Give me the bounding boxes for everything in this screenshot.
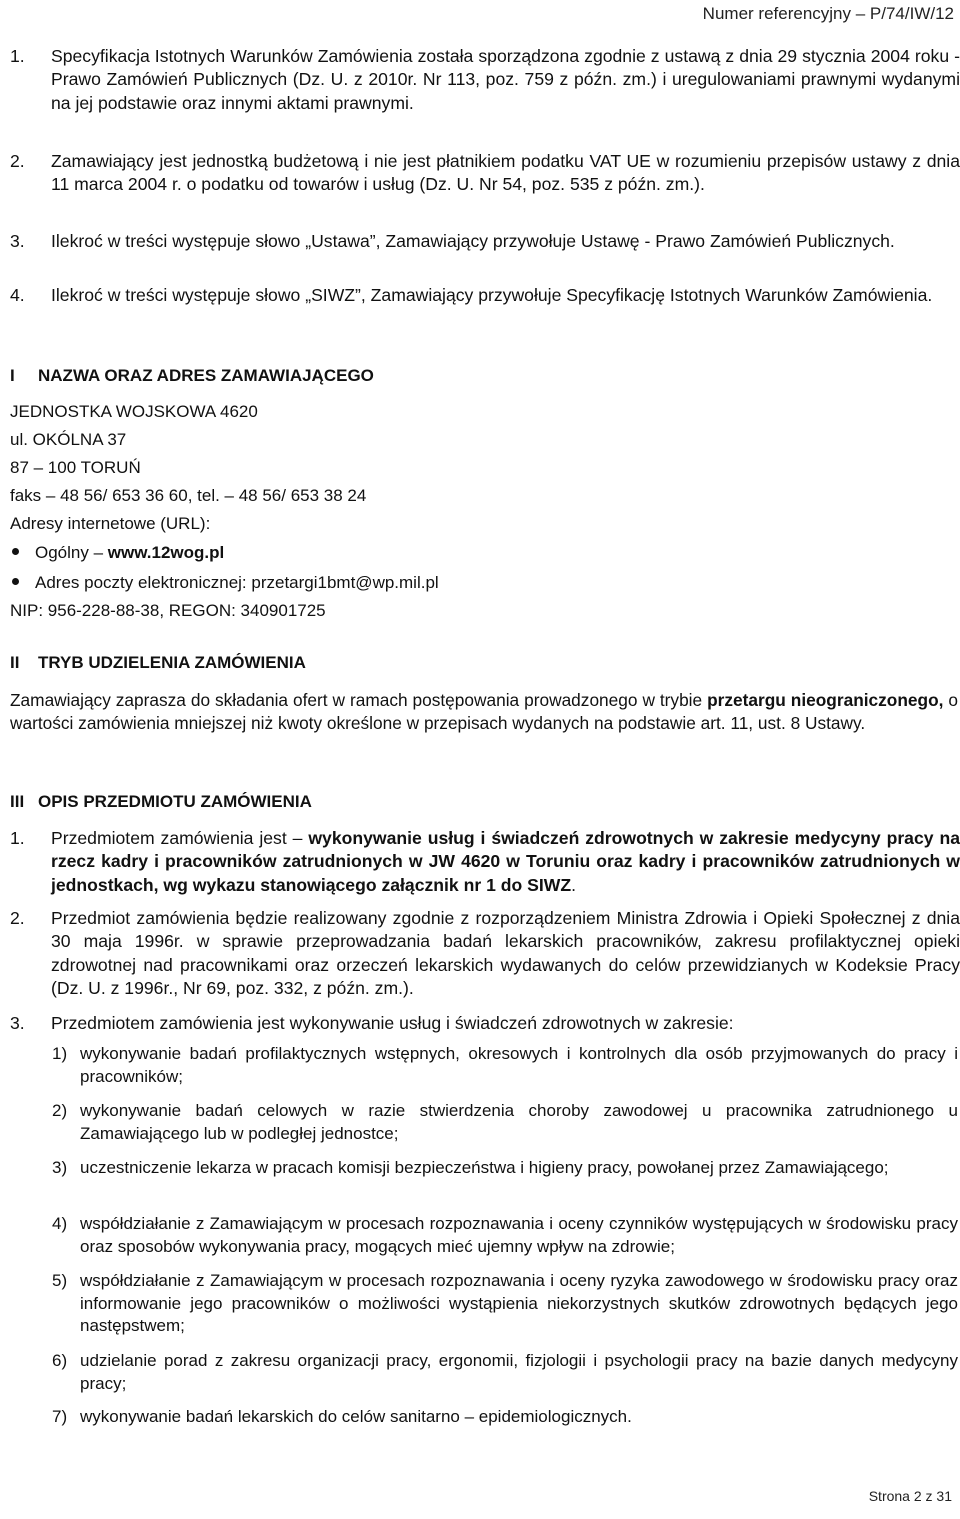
- scope-subitem-4: [52, 1213, 958, 1258]
- subitem-number: 7): [52, 1407, 68, 1426]
- scope-item-2: [10, 907, 960, 1001]
- address-line-street: ul. OKÓLNA 37: [10, 430, 127, 449]
- scope-subitem-2: [52, 1100, 958, 1145]
- bullet-icon: [12, 548, 19, 555]
- address-line-urls-label: Adresy internetowe (URL):: [10, 514, 211, 533]
- intro-item-3: [10, 230, 960, 253]
- scope-item-lead: Przedmiotem zamówienia jest –: [51, 828, 309, 848]
- scope-subitem-7: [52, 1406, 958, 1429]
- intro-item-4: [10, 284, 960, 307]
- reference-number: Numer referencyjny – P/74/IW/12: [702, 4, 954, 23]
- address-line-city: 87 – 100 TORUŃ: [10, 458, 141, 477]
- intro-item-number: 2.: [10, 151, 25, 171]
- bullet-email: [10, 573, 439, 593]
- intro-item-text: Specyfikacja Istotnych Warunków Zamówienia została sporządzona zgodnie z ustawą z dnia 29 stycznia 2004 roku - Prawo Zamówień Publicznych (Dz. U. z 2010r. Nr 113, poz. 759 z późn. zm.) i uregulowaniami prawnymi wydanymi na jej podstawie oraz innymi aktami prawnymi.: [51, 46, 960, 113]
- nip-regon-line: NIP: 956-228-88-38, REGON: 340901725: [10, 601, 326, 620]
- intro-item-text: Zamawiający jest jednostką budżetową i nie jest płatnikiem podatku VAT UE w rozumieniu przepisów ustawy z dnia 11 marca 2004 r. o podatku od towarów i usług (Dz. U. Nr 54, poz. 535 z późn. zm.).: [51, 151, 960, 195]
- intro-item-2: [10, 150, 960, 197]
- subitem-number: 6): [52, 1351, 68, 1370]
- subitem-number: 4): [52, 1214, 68, 1233]
- paragraph-bold-text: przetargu nieograniczonego,: [707, 690, 944, 710]
- section-title: NAZWA ORAZ ADRES ZAMAWIAJĄCEGO: [38, 366, 374, 385]
- intro-item-number: 3.: [10, 231, 25, 251]
- subitem-text: uczestniczenie lekarza w pracach komisji bezpieczeństwa i higieny pracy, powołanej przez Zamawiającego;: [80, 1158, 889, 1177]
- intro-item-number: 4.: [10, 285, 25, 305]
- subitem-text: współdziałanie z Zamawiającym w procesach rozpoznawania i oceny czynników występujących w środowisku pracy oraz sposobów wykonywania pracy, mogących mieć ujemny wpływ na zdrowie;: [80, 1214, 958, 1256]
- paragraph-text: Zamawiający zaprasza do składania ofert w ramach postępowania prowadzonego w trybie: [10, 690, 708, 710]
- address-line-unit: JEDNOSTKA WOJSKOWA 4620: [10, 402, 258, 421]
- subitem-number: 1): [52, 1044, 68, 1063]
- website-link[interactable]: www.12wog.pl: [107, 543, 225, 562]
- scope-item-1: [10, 827, 960, 897]
- scope-item-end: .: [571, 874, 577, 895]
- subitem-text: wykonywanie badań profilaktycznych wstępnych, okresowych i kontrolnych dla osób przyjmowanych do pracy i pracowników;: [80, 1044, 958, 1086]
- scope-item-text: [51, 827, 960, 897]
- subitem-number: 2): [52, 1101, 68, 1120]
- scope-item-text: Przedmiot zamówienia będzie realizowany zgodnie z rozporządzeniem Ministra Zdrowia i Opieki Społecznej z dnia 30 maja 1996r. w sprawie przeprowadzania badań lekarskich pracowników, zakresu profilaktycznej opieki zdrowotnej nad pracownikami oraz orzeczeń lekarskich wydawanych do celów przewidzianych w Kodeksie Pracy (Dz. U. z 1996r., Nr 69, poz. 332, z późn. zm.).: [51, 908, 960, 999]
- scope-item-text: Przedmiotem zamówienia jest wykonywanie usług i świadczeń zdrowotnych w zakresie:: [51, 1013, 734, 1033]
- email-line: Adres poczty elektronicznej: przetargi1bmt@wp.mil.pl: [35, 573, 439, 592]
- subitem-number: 5): [52, 1271, 68, 1290]
- subitem-text: współdziałanie z Zamawiającym w procesach rozpoznawania i oceny ryzyka zawodowego w środowisku pracy oraz informowanie jego pracowników o możliwości wystąpienia niekorzystnych skutków zdrowotnych będących jego następstwem;: [80, 1271, 958, 1335]
- intro-item-text: Ilekroć w treści występuje słowo „SIWZ”, Zamawiający przywołuje Specyfikację Istotnych Warunków Zamówienia.: [51, 285, 933, 305]
- intro-item-1: [10, 45, 960, 115]
- intro-item-number: 1.: [10, 46, 25, 66]
- paragraph-text: o wartości zamówienia mniejszej niż kwoty określone w przepisach wydanych na podstawie art. 11, ust. 8 Ustawy.: [10, 690, 959, 734]
- scope-subitem-5: [52, 1270, 958, 1338]
- website-label: Ogólny –: [35, 543, 108, 562]
- bullet-website: [10, 543, 224, 563]
- scope-item-number: 2.: [10, 908, 25, 928]
- bullet-icon: [12, 578, 19, 585]
- subitem-text: wykonywanie badań lekarskich do celów sanitarno – epidemiologicznych.: [80, 1407, 632, 1426]
- scope-subitem-3: [52, 1157, 958, 1180]
- scope-item-bold: wykonywanie usług i świadczeń zdrowotnych w zakresie medycyny pracy na rzecz kadry i pracowników zatrudnionych w JW 4620 w Toruniu oraz kadry i pracowników zatrudnionych w jednostkach, wg wykazu stanowiącego załącznik nr 1 do SIWZ: [51, 828, 960, 895]
- section-title: TRYB UDZIELENIA ZAMÓWIENIA: [38, 653, 306, 672]
- section-number: I: [10, 366, 15, 385]
- section-2-paragraph: [10, 689, 958, 736]
- subitem-text: wykonywanie badań celowych w razie stwierdzenia choroby zawodowej u pracownika zatrudnionego u Zamawiającego lub w podległej jednostce;: [80, 1101, 958, 1143]
- subitem-number: 3): [52, 1158, 68, 1177]
- scope-subitem-6: [52, 1350, 958, 1395]
- page-number: Strona 2 z 31: [868, 1488, 952, 1504]
- section-title: OPIS PRZEDMIOTU ZAMÓWIENIA: [38, 792, 312, 811]
- section-number: II: [10, 653, 20, 672]
- section-number: III: [10, 792, 25, 811]
- scope-item-3: [10, 1012, 960, 1035]
- address-line-phone: faks – 48 56/ 653 36 60, tel. – 48 56/ 653 38 24: [10, 486, 367, 505]
- scope-item-number: 3.: [10, 1013, 25, 1033]
- scope-subitem-1: [52, 1043, 958, 1088]
- intro-item-text: Ilekroć w treści występuje słowo „Ustawa”, Zamawiający przywołuje Ustawę - Prawo Zamówień Publicznych.: [51, 231, 895, 251]
- subitem-text: udzielanie porad z zakresu organizacji pracy, ergonomii, fizjologii i psychologii pracy na bazie danych medycyny pracy;: [80, 1351, 958, 1393]
- scope-item-number: 1.: [10, 828, 25, 848]
